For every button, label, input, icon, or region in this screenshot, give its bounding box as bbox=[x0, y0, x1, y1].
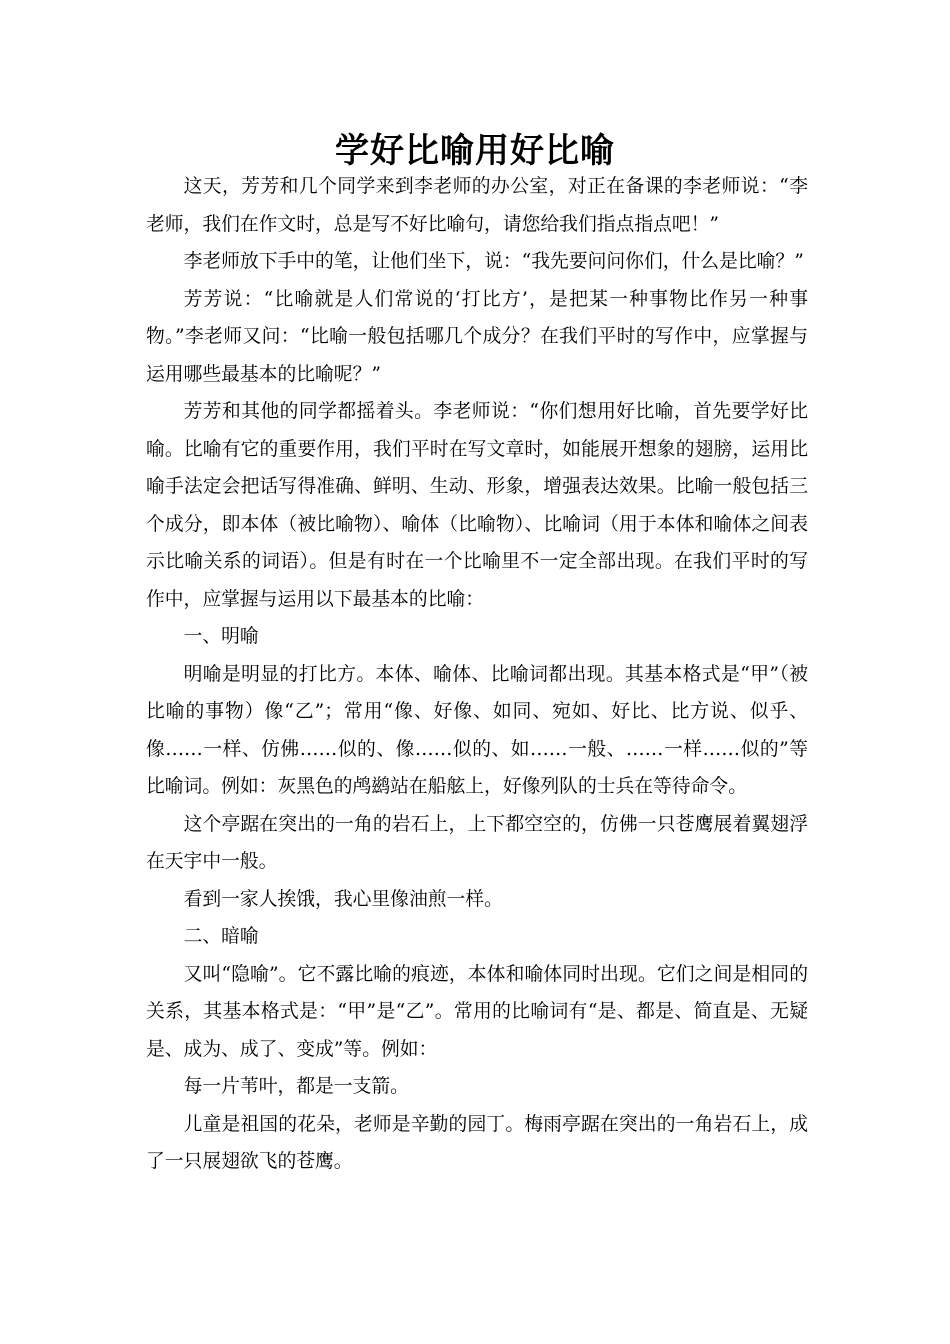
paragraph: 儿童是祖国的花朵，老师是辛勤的园丁。梅雨亭踞在突出的一角岩石上，成了一只展翅欲飞的苍鹰。 bbox=[146, 1113, 808, 1172]
paragraph: 这天，芳芳和几个同学来到李老师的办公室，对正在备课的李老师说：“李老师，我们在作文时，总是写不好比喻句，请您给我们指点指点吧！” bbox=[146, 176, 808, 235]
document-body bbox=[146, 168, 808, 1181]
paragraph: 看到一家人挨饿，我心里像油煎一样。 bbox=[183, 888, 503, 910]
paragraph: 每一片苇叶，都是一支箭。 bbox=[183, 1076, 409, 1097]
paragraph: 又叫“隐喻”。它不露比喻的痕迹，本体和喻体同时出现。它们之间是相同的关系，其基本格式是：“甲”是“乙”。常用的比喻词有“是、都是、简直是、无疑是、成为、成了、变成”等。例如： bbox=[146, 963, 808, 1060]
paragraph: 芳芳说：“比喻就是人们常说的‘打比方’，是把某一种事物比作另一种事物。”李老师又问：“比喻一般包括哪几个成分？在我们平时的写作中，应掌握与运用哪些最基本的比喻呢？” bbox=[146, 288, 808, 385]
paragraph: 明喻是明显的打比方。本体、喻体、比喻词都出现。其基本格式是“甲”（被比喻的事物）像“乙”；常用“像、好像、如同、宛如、好比、比方说、似乎、像……一样、仿佛……似的、像……似的、如……一般、……一样……似的”等比喻词。例如：灰黑色的鸬鹚站在船舷上，好像列队的士兵在等待命令。 bbox=[146, 663, 808, 797]
paragraph: 李老师放下手中的笔，让他们坐下，说：“我先要问问你们，什么是比喻？” bbox=[183, 251, 804, 272]
paragraph: 这个亭踞在突出的一角的岩石上，上下都空空的，仿佛一只苍鹰展着翼翅浮在天宇中一般。 bbox=[146, 813, 808, 872]
section-heading-simile: 一、明喻 bbox=[183, 626, 259, 647]
section-heading-metaphor: 二、暗喻 bbox=[183, 926, 259, 947]
page-title: 学好比喻用好比喻 bbox=[335, 131, 615, 171]
paragraph: 芳芳和其他的同学都摇着头。李老师说：“你们想用好比喻，首先要学好比喻。比喻有它的重要作用，我们平时在写文章时，如能展开想象的翅膀，运用比喻手法定会把话写得准确、鲜明、生动、形象，增强表达效果。比喻一般包括三个成分，即本体（被比喻物）、喻体（比喻物）、比喻词（用于本体和喻体之间表示比喻关系的词语）。但是有时在一个比喻里不一定全部出现。在我们平时的写作中，应掌握与运用以下最基本的比喻： bbox=[146, 401, 808, 610]
